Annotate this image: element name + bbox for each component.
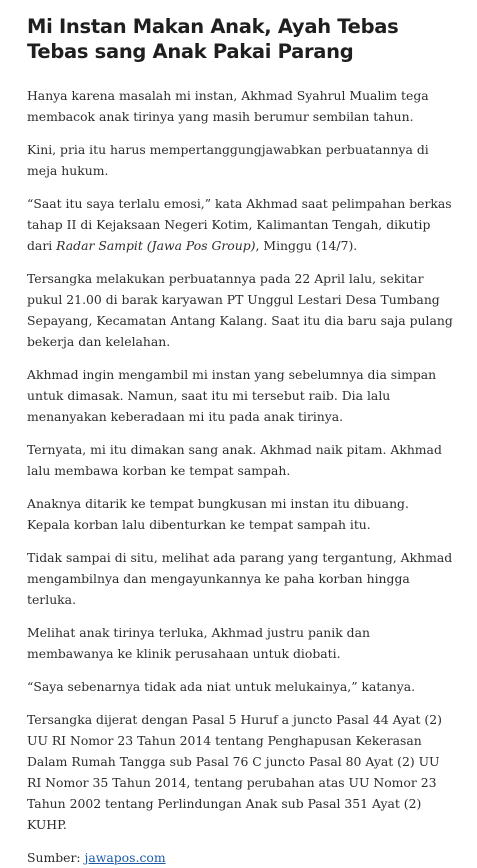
source-line	[27, 847, 455, 868]
article-title: Mi Instan Makan Anak, Ayah Tebas Tebas sang Anak Pakai Parang	[27, 15, 399, 63]
paragraph: Melihat anak tirinya terluka, Akhmad justru panik dan membawanya ke klinik perusahaan untuk diobati.	[27, 625, 370, 661]
paragraph: Ternyata, mi itu dimakan sang anak. Akhmad naik pitam. Akhmad lalu membawa korban ke tempat sampah.	[27, 442, 442, 478]
article	[27, 14, 455, 868]
quote-paragraph	[27, 193, 455, 256]
source-publication: Radar Sampit (Jawa Pos Group)	[56, 238, 256, 253]
source-label: Sumber:	[27, 850, 85, 865]
source-link[interactable]: jawapos.com	[84, 850, 166, 865]
paragraph: Tersangka dijerat dengan Pasal 5 Huruf a juncto Pasal 44 Ayat (2) UU RI Nomor 23 Tahun 2014 tentang Penghapusan Kekerasan Dalam Rumah Tangga sub Pasal 76 C juncto Pasal 80 Ayat (2) UU RI Nomor 35 Tahun 2014, tentang perubahan atas UU Nomor 23 Tahun 2002 tentang Perlindungan Anak sub Pasal 351 Ayat (2) KUHP.	[27, 712, 442, 832]
paragraph: Anaknya ditarik ke tempat bungkusan mi instan itu dibuang. Kepala korban lalu dibenturkan ke tempat sampah itu.	[27, 496, 409, 532]
quote-text-before: “Saat itu saya terlalu emosi,” kata Akhmad saat pelimpahan berkas tahap II di Kejaksaan Negeri Kotim, Kalimantan Tengah, dikutip dari	[27, 196, 452, 253]
paragraph: Tersangka melakukan perbuatannya pada 22 April lalu, sekitar pukul 21.00 di barak karyawan PT Unggul Lestari Desa Tumbang Sepayang, Kecamatan Antang Kalang. Saat itu dia baru saja pulang bekerja dan kelelahan.	[27, 271, 453, 349]
paragraph: Hanya karena masalah mi instan, Akhmad Syahrul Mualim tega membacok anak tirinya yang masih berumur sembilan tahun.	[27, 88, 429, 124]
quote-text-after: , Minggu (14/7).	[255, 238, 358, 253]
paragraph: Tidak sampai di situ, melihat ada parang yang tergantung, Akhmad mengambilnya dan mengayunkannya ke paha korban hingga terluka.	[27, 550, 453, 607]
paragraph: Kini, pria itu harus mempertanggungjawabkan perbuatannya di meja hukum.	[27, 142, 429, 178]
paragraph: “Saya sebenarnya tidak ada niat untuk melukainya,” katanya.	[27, 679, 416, 694]
paragraph: Akhmad ingin mengambil mi instan yang sebelumnya dia simpan untuk dimasak. Namun, saat itu mi tersebut raib. Dia lalu menanyakan keberadaan mi itu pada anak tirinya.	[27, 367, 437, 424]
